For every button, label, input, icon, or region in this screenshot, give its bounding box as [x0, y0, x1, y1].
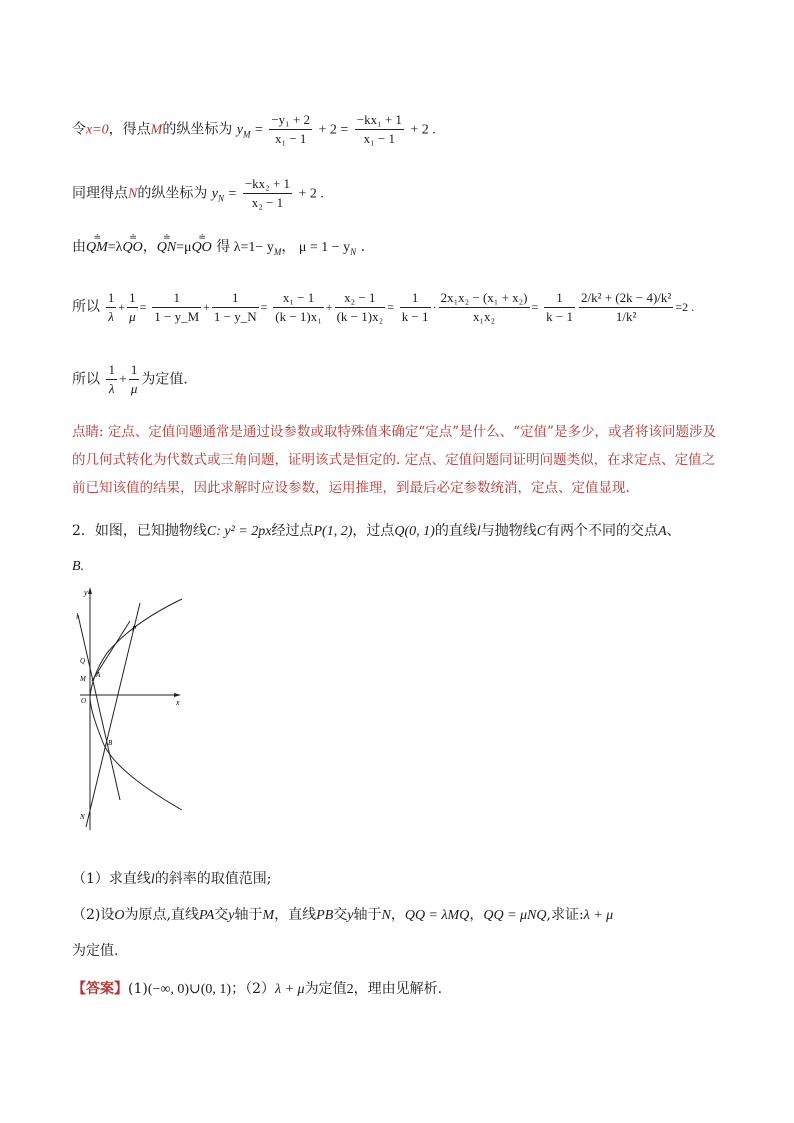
result: =2 . [675, 300, 695, 314]
text: ，得点 [108, 121, 151, 138]
sub: M [273, 246, 282, 257]
eq: = [254, 122, 263, 138]
text: ，直线 [274, 907, 317, 923]
label-B: B [108, 739, 113, 747]
comma: ， [142, 239, 157, 255]
text: ，过点 [352, 523, 395, 539]
var-x0: x=0 [86, 122, 109, 138]
plus: + 2 . [298, 186, 324, 202]
label-M: M [80, 675, 86, 683]
point-P: P(1, 2) [313, 524, 353, 539]
plus: + [203, 300, 210, 314]
point-Q: Q(0, 1) [394, 524, 435, 539]
label-O: O [81, 697, 87, 705]
text: 轴于 [353, 907, 382, 923]
fraction: $\frac{\text{−y₁ + 2}}{\text{x₁ − 1}}$ [271, 112, 311, 146]
question-1 [72, 868, 722, 891]
eq: = [260, 300, 268, 314]
vector-QO: ≐ QO [192, 237, 212, 259]
text: 所以 [72, 299, 100, 315]
text: 为原点,直线 [124, 907, 199, 923]
fraction: $\frac{1}{\lambda}$ [107, 290, 115, 324]
question-2-cont: 为定值. [72, 943, 119, 959]
text: 、 [666, 523, 681, 539]
fraction: $\frac{\text{x₂ − 1}}{\text{(k − 1)x₂}}$ [336, 290, 384, 324]
text: 交 [214, 907, 229, 923]
solution-line-sum [72, 290, 722, 325]
label-A: A [96, 671, 101, 679]
text: 令 [72, 121, 86, 138]
label-y: y [84, 588, 88, 597]
text: 2．如图，已知抛物线 [72, 523, 207, 539]
tip-note: 点睛: 定点、定值问题通常是通过设参数或取特殊值来确定“定点”是什么、“定值”是多少，或者将该问题涉及的几何式转化为代数式或三角问题，证明该式是恒定的. 定点、定值问题同证明问题类似，在求定点、定值之前已知该值的结果，因此求解时应设参数，运用推理，到最后必定参数统消，定点、定值显现. [72, 424, 716, 496]
comma: ， [469, 907, 484, 923]
text: ；（2） [231, 981, 276, 997]
var-N: N [381, 908, 391, 923]
vector-QO: ≐ QO [122, 237, 142, 259]
label-Q: Q [80, 657, 86, 665]
dot: · [432, 300, 437, 314]
fraction: $\frac{\text{2x₁x₂ − (x₁ + x₂)}}{\text{x₁x₂}}$ [440, 290, 528, 324]
text: 经过点 [271, 523, 314, 539]
eq: = [228, 186, 237, 202]
text: . [360, 239, 366, 255]
text: 为定值. [141, 371, 188, 388]
var-l: l [476, 524, 481, 539]
fraction: $\frac{\text{−kx₂ + 1}}{\text{x₂ − 1}}$ [244, 176, 291, 210]
solution-line-yN [72, 176, 722, 211]
fraction: $\frac{1}{\mu}$ [130, 362, 138, 396]
label-x: x [176, 698, 180, 707]
lambda-plus-mu: λ + μ [275, 982, 305, 997]
text: 为定值 [304, 981, 347, 997]
fraction: $\frac{1}{k - 1}$ [401, 290, 429, 324]
plus: + [325, 300, 333, 314]
sub: N [350, 246, 357, 257]
text: 的纵坐标为 [137, 185, 208, 202]
text: 的斜率的取值范围; [154, 871, 272, 887]
fraction: $\frac{1}{1 - y\_N}$ [213, 290, 257, 324]
var-y: y [228, 908, 235, 923]
label-l: l [76, 612, 79, 621]
answer-value: 2 [346, 982, 354, 997]
text: （2)设 [72, 907, 115, 923]
text: ， [390, 907, 405, 923]
question-2 [72, 904, 722, 927]
text: 与抛物线 [480, 523, 537, 539]
text: ， μ = 1 − y [281, 240, 351, 255]
vector-QN: ≐ QN [157, 237, 176, 259]
text: （1）求直线 [72, 871, 151, 887]
sub: N [218, 193, 225, 204]
plus: + 2 = [318, 122, 349, 138]
text: 交 [333, 907, 348, 923]
solution-line-lambda-mu [72, 236, 722, 263]
fraction: $\frac{1}{k - 1}$ [546, 290, 573, 324]
var-O: O [114, 908, 125, 923]
problem-2-statement [72, 520, 722, 543]
text: 所以 [72, 371, 100, 388]
var-PA: PA [198, 908, 215, 923]
solution-line-yM [72, 112, 722, 147]
plus: + [118, 372, 127, 388]
problem-2-statement-cont: B. [72, 559, 85, 574]
var-l: l [150, 872, 155, 887]
sub: M [243, 129, 251, 140]
var-PB: PB [316, 908, 334, 923]
text: 的直线 [434, 523, 477, 539]
text: 的纵坐标为 [162, 121, 233, 138]
point-A: A [658, 524, 667, 539]
text: (1) [128, 981, 148, 997]
answer-tag: 【答案】 [72, 981, 128, 997]
equation: : y² = 2px [216, 524, 272, 539]
parabola-figure [72, 585, 192, 835]
eq: =λ [107, 240, 123, 255]
text: 得 λ=1− y [216, 240, 274, 255]
label-P: P [132, 625, 137, 633]
text: ，理由见解析. [353, 981, 443, 997]
var-y: y [211, 186, 219, 202]
vector-QM: ≐ QM [86, 237, 108, 259]
text: 同理得点 [72, 185, 128, 202]
fraction: $\frac{1}{1 - y\_M}$ [154, 290, 200, 324]
text: 由 [72, 239, 86, 255]
text: 轴于 [234, 907, 263, 923]
fraction: $\frac{\text{x₁ − 1}}{\text{(k − 1)x₁}}$ [275, 290, 322, 324]
eq: = [387, 300, 394, 314]
fraction: $\frac{\text{2/k² + (2k − 4)/k²}}{\text{1/k²}}$ [580, 290, 672, 324]
var-M: M [262, 908, 275, 923]
vector-eq-QN: QQ = μNQ [483, 908, 547, 923]
slope-range: (−∞, 0)∪(0, 1) [147, 982, 232, 997]
fraction: $\frac{1}{\lambda}$ [108, 362, 115, 396]
var-y: y [347, 908, 354, 923]
solution-conclusion [72, 362, 722, 397]
var-y: y [236, 122, 244, 138]
var-C: C [206, 524, 217, 539]
lambda-plus-mu: λ + μ [583, 908, 614, 923]
eq: =μ [176, 240, 192, 255]
var-C: C [536, 524, 547, 539]
answer-line [72, 978, 722, 1001]
plus: + 2 . [410, 122, 436, 138]
vector-eq-QM: QQ = λMQ [404, 908, 470, 923]
text: ,求证: [546, 907, 584, 923]
var-N: N [128, 186, 138, 202]
var-M: M [150, 122, 163, 138]
fraction: $\frac{\text{−kx₁ + 1}}{\text{x₁ − 1}}$ [356, 112, 402, 146]
text: 有两个不同的交点 [546, 523, 659, 539]
label-N: N [80, 813, 85, 821]
plus: + [118, 300, 126, 314]
eq: = [531, 300, 539, 314]
eq: = [139, 300, 147, 314]
fraction: $\frac{1}{\mu}$ [129, 290, 136, 324]
